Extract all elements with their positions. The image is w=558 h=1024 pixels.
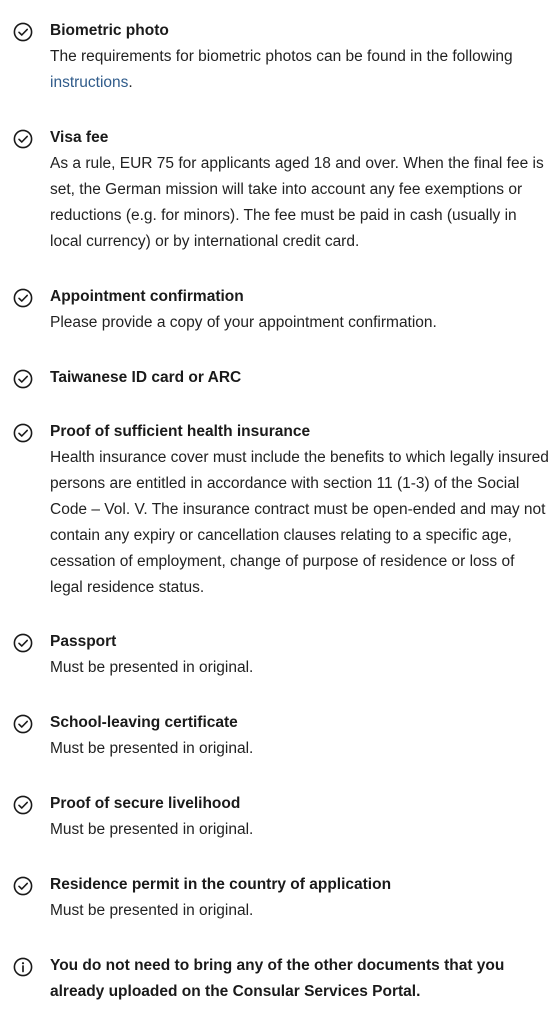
requirement-text bbox=[50, 284, 550, 336]
requirement-text bbox=[50, 125, 550, 255]
check-circle-icon bbox=[12, 632, 34, 654]
check-circle-icon bbox=[12, 368, 34, 390]
info-circle-icon bbox=[12, 956, 34, 978]
info-text: You do not need to bring any of the other documents that you already uploaded on the Consular Services Portal. bbox=[50, 957, 505, 1000]
requirement-title: Passport bbox=[50, 633, 117, 650]
requirement-text bbox=[50, 710, 550, 762]
requirement-title: Visa fee bbox=[50, 129, 109, 146]
requirement-description: Must be presented in original. bbox=[50, 659, 254, 676]
requirement-title: Taiwanese ID card or ARC bbox=[50, 369, 242, 386]
requirement-title: Residence permit in the country of application bbox=[50, 876, 392, 893]
requirement-description: Please provide a copy of your appointment confirmation. bbox=[50, 314, 437, 331]
requirement-text bbox=[50, 419, 550, 601]
check-circle-icon bbox=[12, 713, 34, 735]
requirement-description: Must be presented in original. bbox=[50, 740, 254, 757]
requirement-title: School-leaving certificate bbox=[50, 714, 238, 731]
check-circle-icon bbox=[12, 287, 34, 309]
requirement-description: Health insurance cover must include the benefits to which legally insured persons are entitled in accordance with section 11 (1-3) of the Social Code – Vol. V. The insurance contract must be open-ended and may not contain any expiry or cancellation clauses relating to a specific age, cessation of employment, change of purpose of residence or loss of legal residence status. bbox=[50, 449, 549, 596]
instructions-link[interactable]: instructions bbox=[50, 74, 129, 91]
requirement-description: As a rule, EUR 75 for applicants aged 18 and over. When the final fee is set, the German mission will take into account any fee exemptions or reductions (e.g. for minors). The fee must be paid in cash (usually in local currency) or by international credit card. bbox=[50, 155, 544, 250]
requirement-title: Biometric photo bbox=[50, 22, 169, 39]
requirement-text bbox=[50, 18, 550, 96]
info-text-wrapper bbox=[50, 953, 550, 1005]
requirement-text bbox=[50, 791, 550, 843]
check-circle-icon bbox=[12, 794, 34, 816]
requirement-text bbox=[50, 629, 550, 681]
description-end: . bbox=[128, 74, 133, 91]
requirement-description: Must be presented in original. bbox=[50, 902, 254, 919]
check-circle-icon bbox=[12, 422, 34, 444]
check-circle-icon bbox=[12, 21, 34, 43]
requirement-text bbox=[50, 365, 550, 391]
requirement-title: Appointment confirmation bbox=[50, 288, 244, 305]
check-circle-icon bbox=[12, 128, 34, 150]
requirement-description bbox=[50, 44, 550, 96]
check-circle-icon bbox=[12, 875, 34, 897]
requirement-text bbox=[50, 872, 550, 924]
requirement-description: Must be presented in original. bbox=[50, 821, 254, 838]
description-text: The requirements for biometric photos can be found in the following bbox=[50, 48, 513, 65]
requirement-title: Proof of secure livelihood bbox=[50, 795, 241, 812]
requirement-title: Proof of sufficient health insurance bbox=[50, 423, 311, 440]
